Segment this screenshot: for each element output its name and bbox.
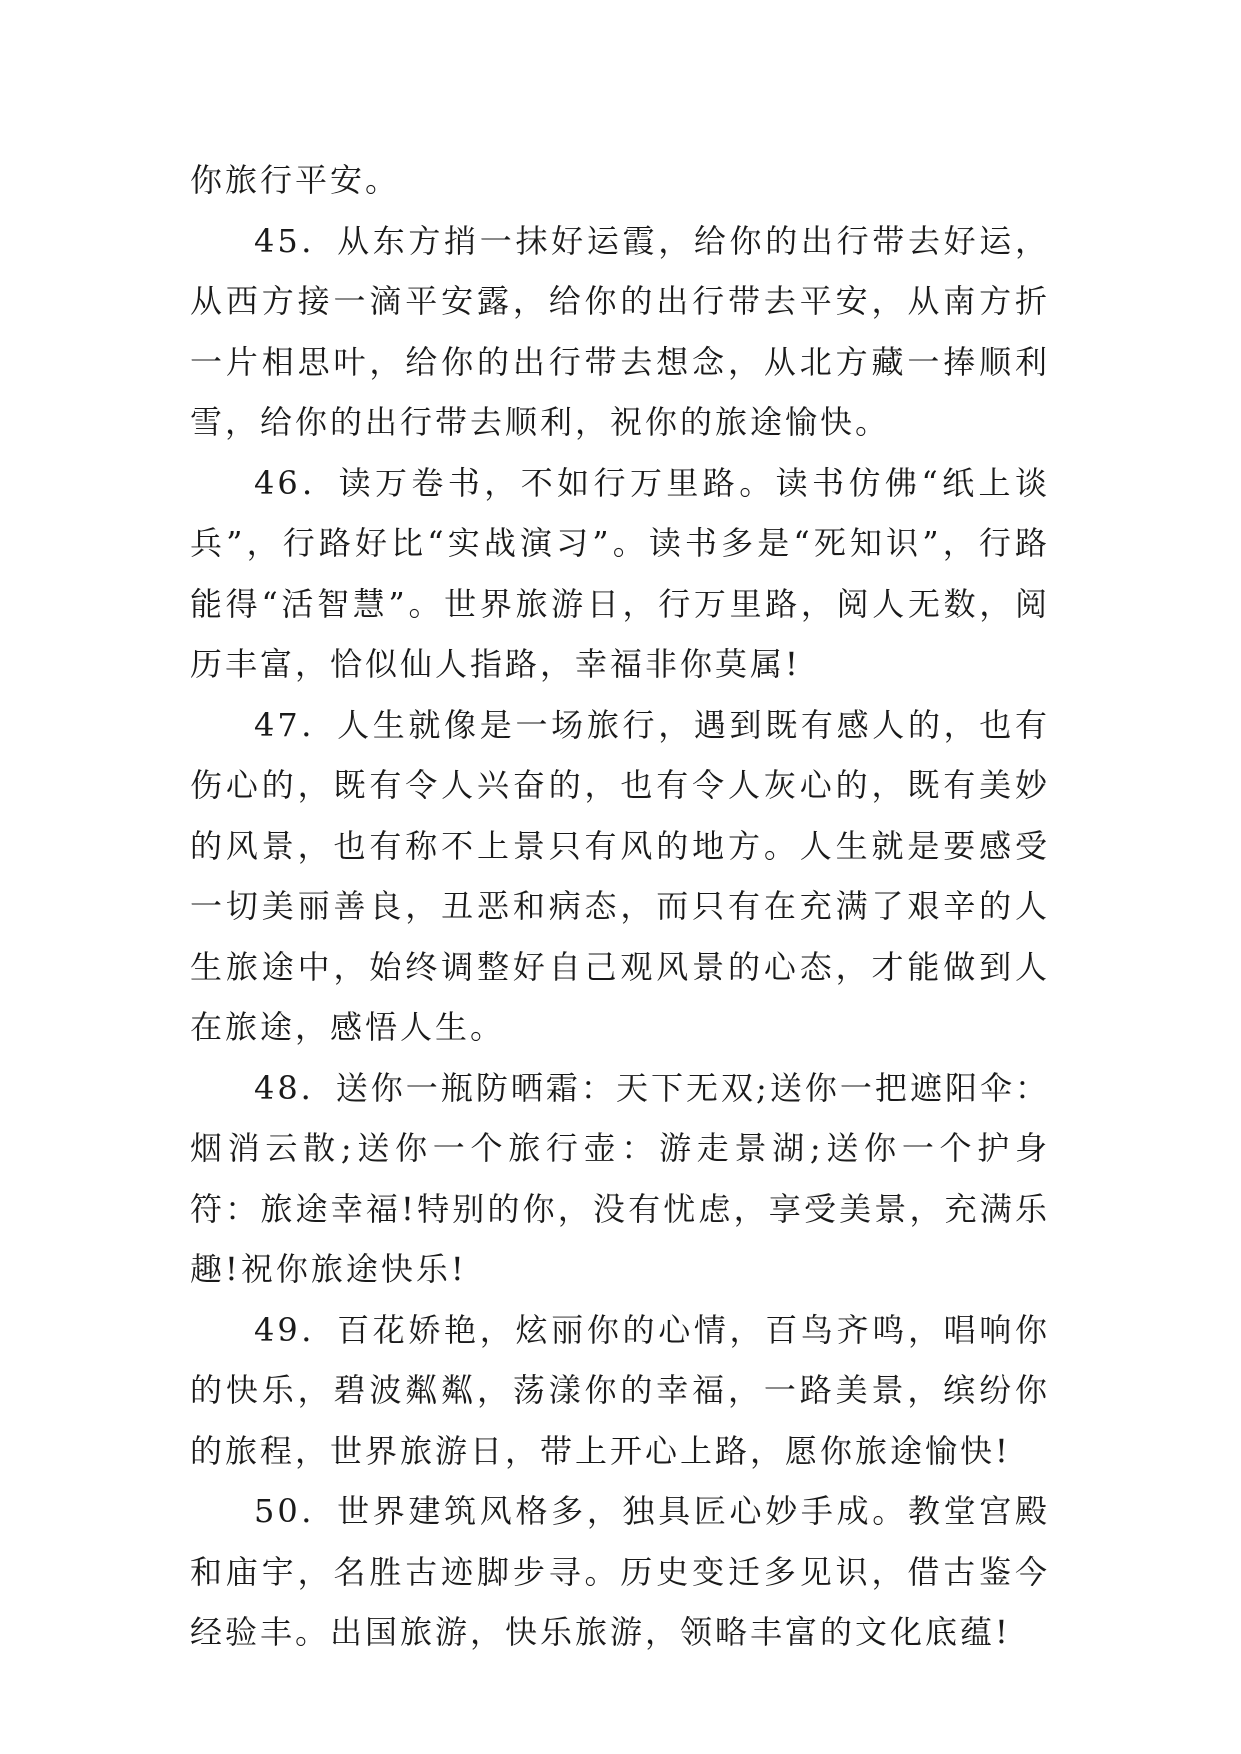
paragraph-item-45: 45．从东方捎一抹好运霞，给你的出行带去好运，从西方接一滴平安露，给你的出行带去平安，从南方折一片相思叶，给你的出行带去想念，从北方藏一捧顺利雪，给你的出行带去顺利，祝你的旅途愉快。 bbox=[190, 221, 1050, 441]
paragraph-item-48: 48．送你一瓶防晒霜：天下无双;送你一把遮阳伞：烟消云散;送你一个旅行壶：游走景湖;送你一个护身符：旅途幸福!特别的你，没有忧虑，享受美景，充满乐趣!祝你旅途快乐! bbox=[190, 1068, 1050, 1288]
paragraph-item-47: 47．人生就像是一场旅行，遇到既有感人的，也有伤心的，既有令人兴奋的，也有令人灰心的，既有美妙的风景，也有称不上景只有风的地方。人生就是要感受一切美丽善良，丑恶和病态，而只有在充满了艰辛的人生旅途中，始终调整好自己观风景的心态，才能做到人在旅途，感悟人生。 bbox=[190, 705, 1050, 1046]
paragraph-item-49: 49．百花娇艳，炫丽你的心情，百鸟齐鸣，唱响你的快乐，碧波粼粼，荡漾你的幸福，一路美景，缤纷你的旅程，世界旅游日，带上开心上路，愿你旅途愉快! bbox=[190, 1310, 1050, 1470]
document-body bbox=[190, 150, 1050, 1663]
paragraph-continuation: 你旅行平安。 bbox=[190, 161, 401, 199]
paragraph-item-46: 46．读万卷书，不如行万里路。读书仿佛“纸上谈兵”，行路好比“实战演习”。读书多是“死知识”，行路能得“活智慧”。世界旅游日，行万里路，阅人无数，阅历丰富，恰似仙人指路，幸福非你莫属! bbox=[190, 463, 1050, 683]
paragraph-item-50: 50．世界建筑风格多，独具匠心妙手成。教堂宫殿和庙宇，名胜古迹脚步寻。历史变迁多见识，借古鉴今经验丰。出国旅游，快乐旅游，领略丰富的文化底蕴! bbox=[190, 1492, 1050, 1651]
